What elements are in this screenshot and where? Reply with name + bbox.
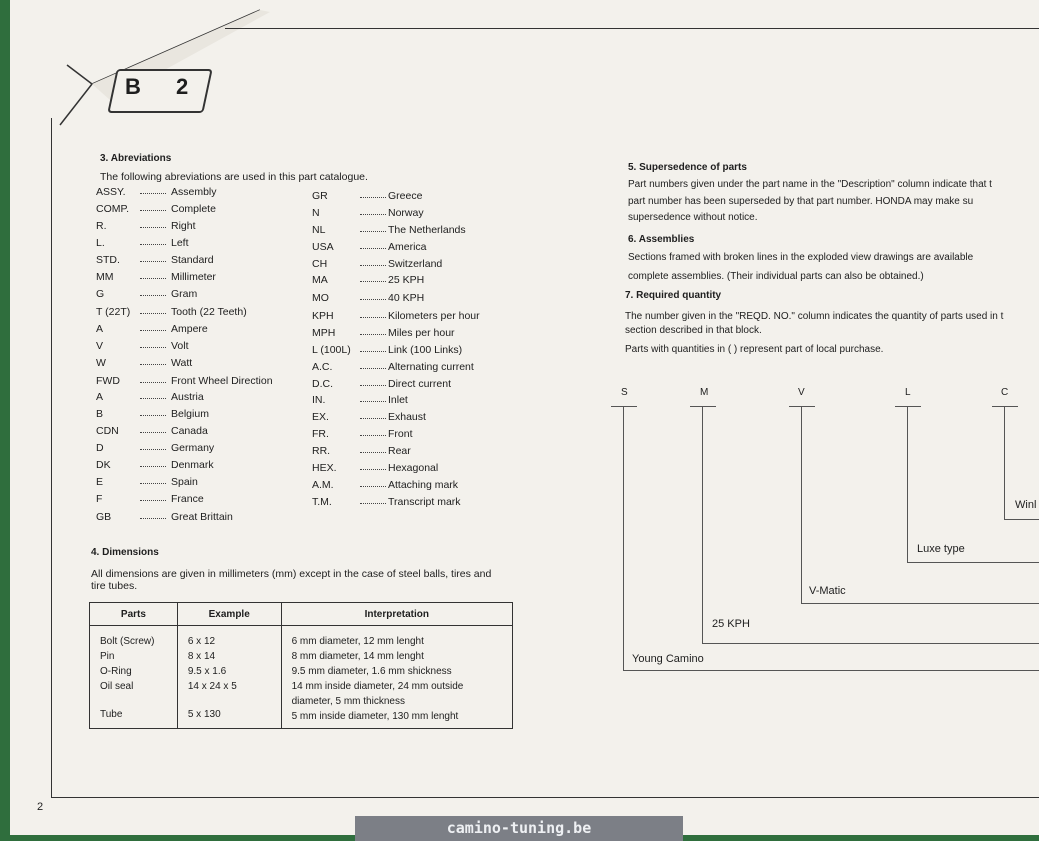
- example-cell: 5 x 130: [187, 709, 221, 720]
- dot-leader: [360, 385, 386, 386]
- abbreviation-code: FWD: [96, 375, 120, 387]
- dot-leader: [360, 231, 386, 232]
- abbreviation-code: RR.: [312, 445, 331, 457]
- abbreviation-code: MA: [312, 274, 328, 286]
- abbreviation-meaning: The Netherlands: [388, 224, 466, 236]
- dimensions-table: [89, 602, 513, 729]
- dot-leader: [360, 469, 386, 470]
- abbreviation-meaning: Great Brittain: [171, 511, 233, 523]
- abbreviation-meaning: France: [171, 493, 204, 505]
- dot-leader: [140, 466, 166, 467]
- dot-leader: [140, 415, 166, 416]
- dot-leader: [140, 500, 166, 501]
- part-cell: O-Ring: [100, 666, 132, 677]
- abbreviations-intro: The following abreviations are used in this part catalogue.: [100, 171, 368, 183]
- dot-leader: [140, 382, 166, 383]
- example-cell: [188, 694, 281, 707]
- dot-leader: [140, 295, 166, 296]
- table-header-row: [90, 603, 513, 626]
- example-cell: 14 x 24 x 5: [187, 681, 237, 692]
- part-cell: Oil seal: [100, 681, 134, 692]
- abbreviation-meaning: Kilometers per hour: [388, 310, 480, 322]
- column-header-parts: Parts: [90, 603, 178, 626]
- column-header-interpretation: Interpretation: [281, 603, 512, 626]
- dot-leader: [140, 278, 166, 279]
- dot-leader: [140, 518, 166, 519]
- section-number: 2: [176, 74, 189, 99]
- abbreviation-meaning: 25 KPH: [388, 274, 425, 286]
- dot-leader: [360, 317, 386, 318]
- abbreviation-meaning: Volt: [171, 340, 189, 352]
- dot-leader: [140, 398, 166, 399]
- abbreviation-code: GB: [96, 511, 112, 523]
- abbreviation-code: EX.: [312, 411, 329, 423]
- code-letter: V: [798, 387, 805, 398]
- part-cell: Pin: [100, 651, 115, 662]
- code-bar: [789, 406, 815, 407]
- column-header-example: Example: [177, 603, 281, 626]
- dot-leader: [360, 503, 386, 504]
- dot-leader: [360, 299, 386, 300]
- frame-left-rule: [51, 118, 52, 798]
- abbreviation-code: A: [96, 391, 104, 403]
- dot-leader: [140, 483, 166, 484]
- abbreviation-meaning: Alternating current: [388, 361, 474, 373]
- abbreviation-code: L.: [96, 237, 105, 249]
- site-watermark: camino-tuning.be: [355, 816, 683, 841]
- abbreviation-code: NL: [312, 224, 326, 236]
- dot-leader: [140, 227, 166, 228]
- abbreviation-code: D: [96, 442, 104, 454]
- abbreviation-meaning: Miles per hour: [388, 327, 455, 339]
- abbreviation-code: MO: [312, 292, 329, 304]
- abbreviation-meaning: Austria: [171, 391, 204, 403]
- abbreviation-code: IN.: [312, 394, 326, 406]
- dot-leader: [360, 486, 386, 487]
- dot-leader: [140, 193, 166, 194]
- abbreviation-code: DK: [96, 459, 111, 471]
- code-letter: M: [700, 387, 709, 398]
- dot-leader: [360, 418, 386, 419]
- abbreviation-meaning: Denmark: [171, 459, 214, 471]
- example-cell: 8 x 14: [187, 651, 216, 662]
- abbreviation-meaning: Germany: [171, 442, 215, 454]
- supersedence-heading: 5. Supersedence of parts: [628, 162, 747, 173]
- code-label: Luxe type: [917, 543, 965, 555]
- abbreviation-code: D.C.: [312, 378, 333, 390]
- abbreviation-meaning: Exhaust: [388, 411, 426, 423]
- abbreviation-meaning: Belgium: [171, 408, 209, 420]
- abbreviation-code: A: [96, 323, 104, 335]
- abbreviation-code: L (100L): [312, 344, 351, 356]
- code-stem: [1004, 406, 1005, 519]
- dot-leader: [360, 368, 386, 369]
- dot-leader: [360, 197, 386, 198]
- code-label: Winl: [1015, 499, 1037, 511]
- assemblies-heading: 6. Assemblies: [628, 234, 695, 245]
- abbreviation-meaning: Standard: [171, 254, 214, 266]
- abbreviation-code: CH: [312, 258, 328, 270]
- abbreviation-code: W: [96, 357, 106, 369]
- abbreviation-code: USA: [312, 241, 334, 253]
- abbreviation-meaning: Transcript mark: [388, 496, 461, 508]
- dot-leader: [140, 210, 166, 211]
- interpretation-cell: 9.5 mm diameter, 1.6 mm shickness: [291, 666, 452, 677]
- code-bar: [611, 406, 637, 407]
- interpretation-cell: 5 mm inside diameter, 130 mm lenght: [291, 711, 459, 722]
- supersedence-line1: Part numbers given under the part name in the "Description" column indicate that t: [628, 179, 992, 190]
- table-body-row: [90, 626, 513, 729]
- abbreviation-meaning: Millimeter: [171, 271, 216, 283]
- abbreviation-code: T (22T): [96, 306, 131, 318]
- dot-leader: [140, 261, 166, 262]
- abbreviation-meaning: Switzerland: [388, 258, 443, 270]
- dot-leader: [140, 347, 166, 348]
- abbreviation-code: KPH: [312, 310, 334, 322]
- abbreviation-meaning: Ampere: [171, 323, 208, 335]
- interpretation-cell: 8 mm diameter, 14 mm lenght: [291, 651, 424, 662]
- abbreviation-code: R.: [96, 220, 107, 232]
- dot-leader: [140, 432, 166, 433]
- interpretation-column: [281, 626, 512, 729]
- supersedence-line2: part number has been superseded by that part number. HONDA may make su: [628, 196, 974, 207]
- required-quantity-heading: 7. Required quantity: [625, 290, 722, 301]
- abbreviation-meaning: Rear: [388, 445, 411, 457]
- abbreviation-code: HEX.: [312, 462, 337, 474]
- dot-leader: [360, 351, 386, 352]
- interpretation-cell: 14 mm inside diameter, 24 mm outside: [291, 681, 464, 692]
- abbreviation-meaning: Right: [171, 220, 196, 232]
- section-letter: B: [125, 74, 141, 99]
- abbreviation-meaning: Direct current: [388, 378, 452, 390]
- code-letter: L: [905, 387, 911, 398]
- abbreviation-code: G: [96, 288, 105, 300]
- code-letter: S: [621, 387, 628, 398]
- required-quantity-line3: Parts with quantities in ( ) represent part of local purchase.: [625, 344, 884, 355]
- dimensions-heading: 4. Dimensions: [91, 547, 159, 558]
- code-bar: [992, 406, 1018, 407]
- code-stem: [702, 406, 703, 643]
- abbreviation-code: MM: [96, 271, 114, 283]
- code-stem: [907, 406, 908, 562]
- dot-leader: [140, 313, 166, 314]
- abbreviation-code: A.C.: [312, 361, 333, 373]
- abbreviation-meaning: Inlet: [388, 394, 408, 406]
- abbreviation-code: T.M.: [312, 496, 332, 508]
- abbreviation-code: CDN: [96, 425, 119, 437]
- dot-leader: [140, 244, 166, 245]
- code-label: V-Matic: [809, 585, 846, 597]
- code-letter: C: [1001, 387, 1009, 398]
- abbreviation-meaning: Watt: [171, 357, 193, 369]
- abbreviation-meaning: Tooth (22 Teeth): [171, 306, 247, 318]
- interpretation-cell: 6 mm diameter, 12 mm lenght: [291, 636, 424, 647]
- code-label: Young Camino: [632, 653, 704, 665]
- dot-leader: [140, 449, 166, 450]
- abbreviation-code: N: [312, 207, 320, 219]
- example-column: [177, 626, 281, 729]
- page-number: 2: [37, 801, 44, 813]
- required-quantity-line2: section described in that block.: [625, 325, 762, 336]
- code-baseline: [702, 643, 1039, 644]
- abbreviation-meaning: 40 KPH: [388, 292, 425, 304]
- abbreviation-code: FR.: [312, 428, 329, 440]
- assemblies-line1: Sections framed with broken lines in the exploded view drawings are available: [628, 252, 974, 263]
- abbreviation-code: A.M.: [312, 479, 334, 491]
- abbreviation-meaning: Left: [171, 237, 189, 249]
- abbreviation-code: ASSY.: [96, 186, 126, 198]
- example-cell: 6 x 12: [187, 636, 216, 647]
- dot-leader: [360, 214, 386, 215]
- abbreviation-meaning: Front Wheel Direction: [171, 375, 273, 387]
- required-quantity-line1: The number given in the "REQD. NO." column indicates the quantity of parts used in t: [625, 311, 1004, 322]
- abbreviation-code: V: [96, 340, 104, 352]
- assemblies-line2: complete assemblies. (Their individual parts can also be obtained.): [628, 271, 924, 282]
- frame-top-rule: [225, 28, 1039, 29]
- parts-column: [90, 626, 178, 729]
- dot-leader: [360, 452, 386, 453]
- dot-leader: [360, 265, 386, 266]
- dimensions-text-line2: tire tubes.: [91, 580, 138, 592]
- abbreviation-code: COMP.: [96, 203, 130, 215]
- abbreviation-meaning: Hexagonal: [388, 462, 439, 474]
- abbreviation-meaning: America: [388, 241, 427, 253]
- code-baseline: [1004, 519, 1039, 520]
- abbreviation-code: GR: [312, 190, 328, 202]
- code-baseline: [801, 603, 1039, 604]
- abbreviation-meaning: Complete: [171, 203, 216, 215]
- abbreviation-meaning: Spain: [171, 476, 198, 488]
- abbreviation-meaning: Gram: [171, 288, 198, 300]
- part-cell: Bolt (Screw): [100, 636, 155, 647]
- abbreviations-heading: 3. Abreviations: [100, 153, 172, 164]
- abbreviation-code: STD.: [96, 254, 120, 266]
- dimensions-text-line1: All dimensions are given in millimeters (mm) except in the case of steel balls, tires and: [91, 568, 492, 580]
- frame-bottom-rule: [51, 797, 1039, 798]
- dot-leader: [140, 364, 166, 365]
- section-tab: [107, 69, 212, 113]
- interpretation-cell: diameter, 5 mm thickness: [291, 696, 405, 707]
- part-cell: Tube: [100, 709, 123, 720]
- abbreviation-code: MPH: [312, 327, 336, 339]
- dot-leader: [140, 330, 166, 331]
- supersedence-line3: supersedence without notice.: [628, 212, 758, 223]
- abbreviation-meaning: Norway: [388, 207, 424, 219]
- abbreviation-meaning: Greece: [388, 190, 423, 202]
- code-label: 25 KPH: [712, 618, 750, 630]
- code-baseline: [907, 562, 1039, 563]
- dot-leader: [360, 281, 386, 282]
- dot-leader: [360, 435, 386, 436]
- abbreviation-meaning: Assembly: [171, 186, 217, 198]
- code-stem: [623, 406, 624, 670]
- code-bar: [895, 406, 921, 407]
- abbreviation-code: E: [96, 476, 104, 488]
- dot-leader: [360, 401, 386, 402]
- code-baseline: [623, 670, 1039, 671]
- abbreviation-meaning: Link (100 Links): [388, 344, 463, 356]
- dot-leader: [360, 248, 386, 249]
- dot-leader: [360, 334, 386, 335]
- abbreviation-code: B: [96, 408, 104, 420]
- code-stem: [801, 406, 802, 603]
- abbreviation-meaning: Canada: [171, 425, 208, 437]
- abbreviation-code: F: [96, 493, 103, 505]
- part-cell: [100, 694, 177, 707]
- code-bar: [690, 406, 716, 407]
- abbreviation-meaning: Front: [388, 428, 413, 440]
- abbreviation-meaning: Attaching mark: [388, 479, 459, 491]
- example-cell: 9.5 x 1.6: [187, 666, 227, 677]
